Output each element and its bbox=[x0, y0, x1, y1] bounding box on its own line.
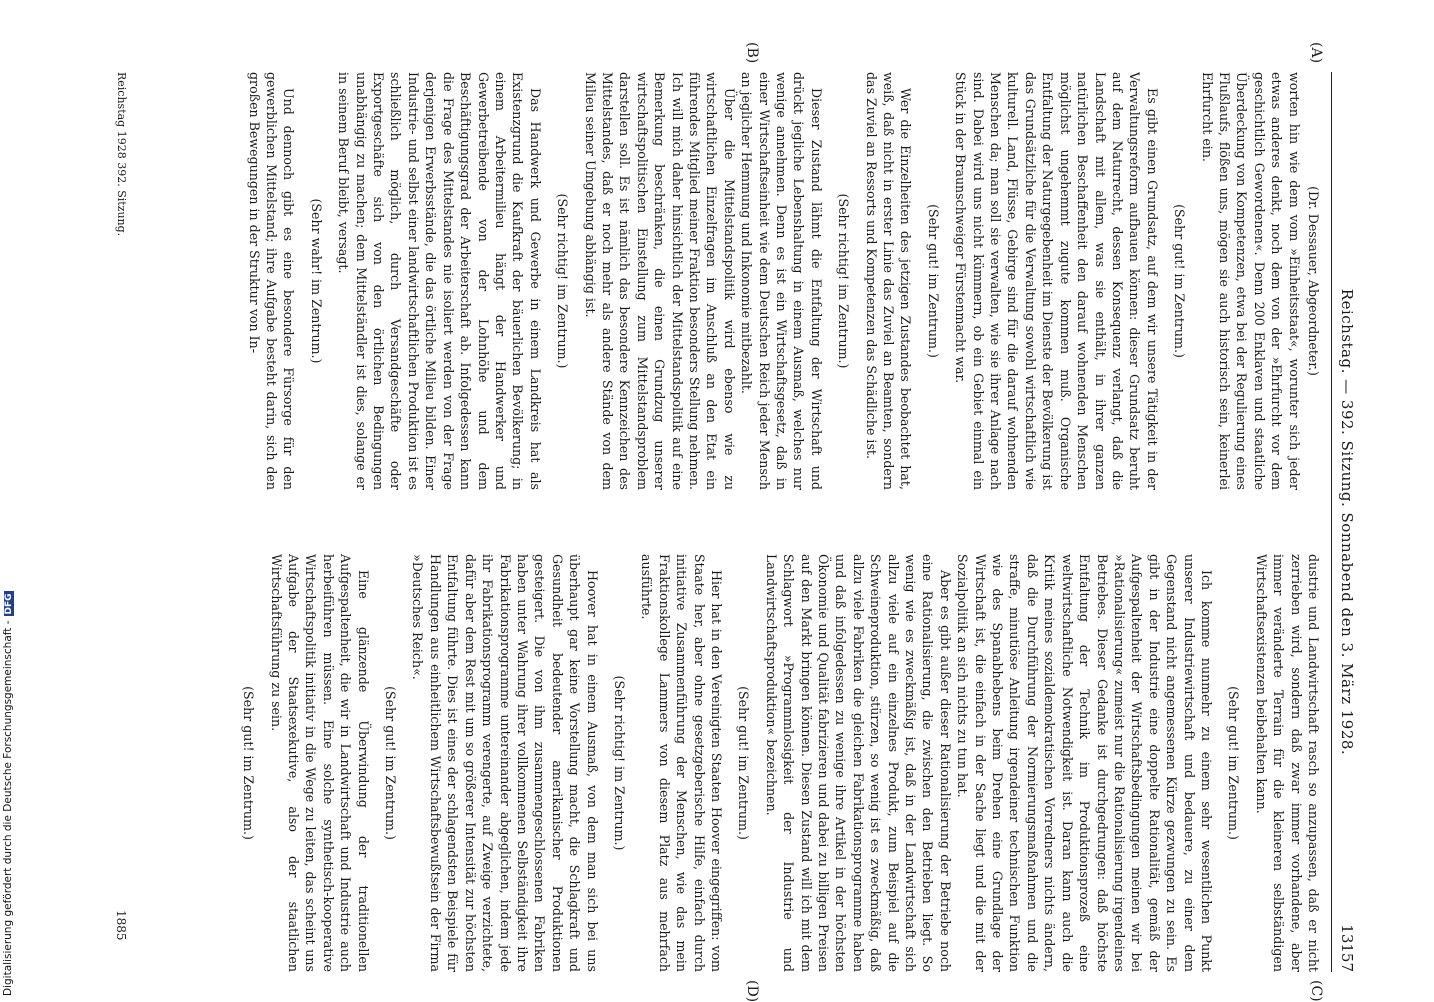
paragraph: Es gibt einen Grundsatz, auf dem wir unsere Tätigkeit in der Verwaltungsreform aufbauen können: dieser Grundsatz beruht auf dem Naturrecht, dessen Konsequenz verlangt, daß die Landschaft mit allem, was sie enthält, in ihrer ganzen natürlichen Beschaffenheit den darauf wohnenden Menschen möglichst ungehemmt zugute kommen muß. Organische Entfaltung der Naturgegebenheit im Dienste der Bevölkerung ist das Grundsätzliche für die Verwaltung sowohl wirtschaftlich wie kulturell. Land, Flüsse, Gebirge sind für die darauf wohnenden Menschen da; man soll sie verwalten, wie sie ihrer Anlage nach sind. Dabei wird uns nicht kümmern, ob ein Gebiet einmal ein Stück in der Braunschweiger Fürstenmacht war. bbox=[953, 72, 1160, 490]
paragraph: Hoover hat in einem Ausmaß, von dem man sich bei uns überhaupt gar keine Vorstellung macht, die Schlagkraft und Gesundheit bedeutender amerikanischer Produktionen gesteigert. Die von ihm zusammengeschlossenen Fabriken haben unter Wahrung ihrer vollkommenen Selbständigkeit ihre Fabrikationsprogramme untereinander abgeglichen, indem jede ihr Fabrikationsprogramm verengerte, auf Zweige verzichtete, dafür aber dem Rest mit um so größerer Intensität zur höchsten Entfaltung führte. Dies ist eines der schlagendsten Beispiele für Handlungen aus einheitlichem Wirtschaftsbewußtsein der Firma »Deutsches Reich«. bbox=[410, 554, 600, 972]
document-page bbox=[96, 42, 1358, 1002]
page-title: Reichstag. — 392. Sitzung. Sonnabend den 3. März 1928. bbox=[1338, 288, 1356, 756]
paragraph: Eine glänzende Überwindung der traditionellen Aufgespaltenheit, die wir in Landwirtschaft und Industrie auch herbeiführen müssen. Eine solche synthetisch-kooperative Wirtschaftspolitik initiativ in die Wege zu leiten, das scheint uns Aufgabe der Staatsexekutive, also der staatlichen Wirtschaftsführung zu sein. bbox=[268, 554, 371, 972]
paragraph: Wer die Einzelheiten des jetzigen Zustandes beobachtet hat, weiß, daß nicht in erster Linie das Zuviel an Beamten, sondern das Zuviel an Ressorts und Kompetenzen das Schädliche ist. bbox=[863, 72, 914, 490]
applause-note: (Sehr gut! im Zentrum.) bbox=[383, 686, 399, 840]
paragraph: Das Handwerk und Gewerbe in einem Landkreis hat als Existenzgrund die Kaufkraft der bäuerlichen Bevölkerung; in einem Arbeitermilieu hängt der Handwerker und Gewerbetreibende von der Lohnhöhe und dem Beschäftigungsgrad der Arbeiterschaft ab. Infolgedessen kann die Frage des Mittelstandes nie isoliert werden von der Frage derjenigen Erwerbsstände, die das örtliche Milieu bilden. Einer Industrie- und selbst einer landwirtschaftlichen Produktion ist es schließlich möglich, durch Versandgeschäfte oder Exportgeschäfte sich von den örtlichen Bedingungen unabhängig zu machen; dem Mittelständler ist dies, solange er in seinem Beruf bleibt, versagt. bbox=[336, 72, 543, 490]
paragraph: Aber es gibt außer dieser Rationalisierung der Betriebe noch eine Rationalisierung, die zwischen den Betrieben liegt. So wenig wie es zweckmäßig ist, daß in der Landwirtschaft sich allzu viele auf ein einzelnes Produkt, zum Beispiel auf die Schweineproduktion, stürzen, so wenig ist es zweckmäßig, daß allzu viele Fabriken die gleichen Fabrikationsprogramme haben und daß infolgedessen zu wenige ihre Artikel in der höchsten Ökonomie und Qualität fabrizieren und dabei zu billigen Preisen auf den Markt bringen können. Diesen Zustand will ich mit dem Schlagwort »Programmlosigkeit der Industrie und Landwirtschaftsproduktion« bezeichnen. bbox=[763, 554, 953, 972]
dfg-logo: DFG bbox=[4, 593, 14, 615]
applause-note: (Sehr gut! im Zentrum.) bbox=[925, 204, 941, 358]
margin-marker-c: (C) bbox=[1308, 980, 1324, 1002]
page-header bbox=[1331, 72, 1358, 972]
footer-source: Reichstag 1928 392. Sitzung. bbox=[115, 72, 128, 237]
margin-marker-b: (B) bbox=[744, 42, 760, 64]
margin-marker-d: (D) bbox=[744, 980, 760, 1002]
paragraph: dustrie und Landwirtschaft rasch so anzupassen, daß er nicht zerrieben wird, sondern daß zwar immer vorhandene, aber immer veränderte Terrain für die kleineren selbständigen Wirtschaftsexistenzen beibehalten kann. bbox=[1253, 554, 1321, 972]
right-column bbox=[122, 554, 1322, 972]
paragraph: Dieser Zustand lähmt die Entfaltung der Wirtschaft und drückt jegliche Lebenshaltung in einem Ausmaß, welches nur wenige annehmen. Denn es ist ein Wirtschaftsgesetz, daß in einer Wirtschaftseinheit wie dem Deutschen Reich jeder Mensch an jeglicher Hemmung und Inkonomie mitbezahlt. bbox=[739, 72, 824, 490]
digitization-note bbox=[2, 591, 14, 996]
applause-note: (Sehr wahr! im Zentrum.) bbox=[308, 198, 324, 364]
paragraph: Ich komme nunmehr zu einem sehr wesentlichen Punkt unserer Industriewirtschaft und bedauere, zu einer dem Gegenstand nicht angemessenen Kürze gezwungen zu sein. Es gibt in der Industrie eine doppelte Rationalität, gemäß der Aufgespaltenheit der Wirtschaftsbedingungen meinen wir bei »Rationalisierung« zumeist nur die Rationalisierung irgendeines Betriebes. Dieser Gedanke ist durchgedrungen: daß höchste Entfaltung der Technik im Produktionsprozeß eine weltwirtschaftliche Notwendigkeit ist. Daran kann auch die Kritik meines sozialdemokratischen Vorredners nichts ändern, daß die Durchführung der Normierungsmaßnahmen und die straffe, minutiöse Anleitung irgendeiner technischen Funktion wie des Spanabhebens beim Drehen eine Grundlage der Wirtschaft ist, die einfach in der Sache liegt und die mit der Sozialpolitik an sich nichts zu tun hat. bbox=[955, 554, 1214, 972]
paragraph: Über die Mittelstandspolitik wird ebenso wie zu wirtschaftlichen Einzelfragen im Anschluß an den Etat ein führendes Mitglied meiner Fraktion besonders Stellung nehmen. Ich will mich daher hinsichtlich der Mittelstandspolitik auf eine Bemerkung beschränken, die einen Grundzug unserer wirtschaftspolitischen Einstellung zum Mittelstandsproblem darstellen soll. Es ist nämlich das besondere Kennzeichen des Mittelstandes, daß er noch mehr als andere Stände von dem Milieu seiner Umgebung abhängig ist. bbox=[582, 72, 737, 490]
applause-note: (Sehr gut! im Zentrum.) bbox=[241, 686, 257, 840]
applause-note: (Sehr richtig! im Zentrum.) bbox=[611, 675, 627, 851]
page-number: 13157 bbox=[1338, 924, 1356, 972]
footer-number: 1885 bbox=[114, 910, 128, 941]
applause-note: (Sehr gut! im Zentrum.) bbox=[1172, 204, 1188, 358]
paragraph: Hier hat in den Vereinigten Staaten Hoover eingegriffen: vom Staate her, aber ohne gesetzgeberische Hilfe, einfach durch initiative Zusammenführung der Menschen, wie das mein Fraktionskollege Lammers von diesem Platz aus mehrfach ausführte. bbox=[639, 554, 724, 972]
speaker-label: (Dr. Dessauer, Abgeordneter.) bbox=[1306, 186, 1321, 376]
paragraph: Und dennoch gibt es eine besondere Fürsorge für den gewerblichen Mittelstand; ihre Aufgabe besteht darin, sich den großen Bewegungen in der Struktur von In- bbox=[246, 72, 297, 490]
left-column bbox=[122, 72, 1322, 490]
applause-note: (Sehr richtig! im Zentrum.) bbox=[836, 193, 852, 369]
margin-marker-a: (A) bbox=[1308, 42, 1324, 64]
applause-note: (Sehr gut! im Zentrum.) bbox=[736, 686, 752, 840]
applause-note: (Sehr richtig! im Zentrum.) bbox=[555, 193, 571, 369]
applause-note: (Sehr gut! im Zentrum.) bbox=[1226, 686, 1242, 840]
digitization-text: Digitalisierung gefördert durch die Deutsche Forschungsgemeinschaft - bbox=[2, 620, 14, 996]
paragraph: worten hin wie dem vom »Einheitsstaat«, worunter sich jeder etwas anderes denkt, noch dem von der »Ehrfurcht vor dem geschichtlich Gewordenen«. Denn 200 Enklaven und staatliche Überdeckung von Kompetenzen, etwa bei der Regulierung eines Flußlaufs, flößen uns, mögen sie auch historisch sein, keinerlei Ehrfurcht ein. bbox=[1199, 72, 1302, 490]
